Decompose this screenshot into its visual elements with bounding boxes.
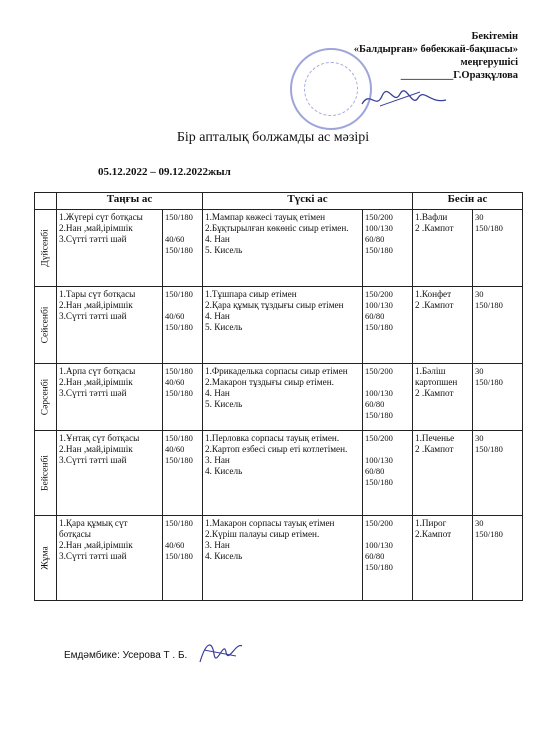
portion-item	[165, 223, 200, 234]
day-cell	[35, 287, 57, 364]
portion-item: 150/200	[365, 518, 393, 528]
dish-item: 1.Тұшпара сиыр етімен	[205, 289, 297, 299]
day-cell	[35, 210, 57, 287]
breakfast-portions	[163, 210, 203, 287]
portion-item: 150/200	[365, 289, 393, 299]
portion-item: 150/180	[165, 322, 193, 332]
breakfast-dishes	[57, 210, 163, 287]
portion-item: 150/180	[475, 300, 503, 310]
header-day	[35, 193, 57, 210]
table-row	[35, 431, 523, 516]
portion-item: 150/180	[165, 388, 193, 398]
portion-item: 40/60	[165, 540, 185, 550]
day-cell	[35, 516, 57, 601]
dish-item: 2.Нан ,май,ірімшік	[59, 300, 133, 310]
page-title: Бір апталық болжамды ас мәзірі	[176, 130, 370, 145]
portion-item	[165, 529, 200, 540]
portion-item: 30	[475, 289, 484, 299]
dish-item: 3. Нан	[205, 455, 230, 465]
dish-item: 1.Печенье	[415, 433, 455, 443]
approval-line-1: Бекітемін	[471, 31, 518, 42]
snack-portions	[473, 210, 523, 287]
dish-item: 2.Нан ,май,ірімшік	[59, 540, 133, 550]
breakfast-dishes	[57, 287, 163, 364]
portion-item: 100/130	[365, 455, 393, 465]
lunch-portions	[363, 364, 413, 431]
approval-line-3: меңгерушісі	[460, 57, 518, 68]
dish-item: 1.Мампар көжесі тауық етімен	[205, 212, 326, 222]
snack-portions	[473, 431, 523, 516]
dish-item: 2.Нан ,май,ірімшік	[59, 444, 133, 454]
snack-dishes	[413, 210, 473, 287]
portion-item: 30	[475, 518, 484, 528]
table-row	[35, 364, 523, 431]
dish-item: 5. Кисель	[205, 322, 243, 332]
dish-item: 2.Күріш палауы сиыр етімен.	[205, 529, 320, 539]
snack-dishes	[413, 431, 473, 516]
portion-item: 40/60	[165, 377, 185, 387]
dish-item: 1.Қара құмық сүт ботқасы	[59, 518, 128, 539]
weekly-menu-table	[34, 192, 523, 601]
approval-line-4: __________Г.Оразқұлова	[400, 70, 518, 81]
portion-item: 150/180	[165, 551, 193, 561]
director-signature-icon	[360, 86, 450, 112]
portion-item: 150/200	[365, 212, 393, 222]
snack-dishes	[413, 364, 473, 431]
dish-item: 5. Кисель	[205, 399, 243, 409]
dish-item: 1.Конфет	[415, 289, 452, 299]
dish-item: 2.Макарон тұздығы сиыр етімен.	[205, 377, 334, 387]
portion-item: 60/80	[365, 551, 385, 561]
day-name: Дүйсенбі	[40, 229, 50, 267]
lunch-portions	[363, 210, 413, 287]
dietitian-label: Емдәмбике: Усерова Т . Б.	[64, 650, 188, 661]
day-cell	[35, 364, 57, 431]
dish-item: 1.Тары сүт ботқасы	[59, 289, 136, 299]
portion-item: 60/80	[365, 311, 385, 321]
dish-item: 2.Кампот	[415, 529, 452, 539]
day-cell	[35, 431, 57, 516]
dish-item: 1.Макарон сорпасы тауық етімен	[205, 518, 335, 528]
portion-item: 60/80	[365, 466, 385, 476]
portion-item: 100/130	[365, 300, 393, 310]
breakfast-dishes	[57, 364, 163, 431]
snack-dishes	[413, 287, 473, 364]
portion-item: 150/180	[365, 245, 393, 255]
portion-item: 150/180	[365, 322, 393, 332]
date-range: 05.12.2022 – 09.12.2022жыл	[98, 166, 231, 178]
dish-item: 1.Вафли	[415, 212, 448, 222]
portion-item: 150/200	[365, 433, 393, 443]
portion-item: 60/80	[365, 399, 385, 409]
dish-item: 3.Сүтті тәтті шәй	[59, 234, 127, 244]
dish-item: 1.Ұнтақ сүт ботқасы	[59, 433, 140, 443]
header-breakfast: Таңғы ас	[57, 193, 203, 210]
approval-line-2: «Балдырған» бөбекжай-бақшасы»	[353, 44, 518, 55]
dish-item: 1.Жүгері сүт ботқасы	[59, 212, 143, 222]
dish-item: 1.Перловка сорпасы тауық етімен.	[205, 433, 340, 443]
portion-item: 150/180	[165, 212, 193, 222]
portion-item	[365, 377, 410, 388]
day-name: Сейсенбі	[40, 306, 50, 344]
portion-item: 150/180	[475, 529, 503, 539]
portion-item: 100/130	[365, 223, 393, 233]
portion-item: 100/130	[365, 388, 393, 398]
breakfast-dishes	[57, 516, 163, 601]
dish-item: 2.Бұқтырылған көкөніс сиыр етімен.	[205, 223, 349, 233]
dish-item: 3.Сүтті тәтті шәй	[59, 388, 127, 398]
portion-item	[165, 300, 200, 311]
lunch-portions	[363, 516, 413, 601]
lunch-dishes	[203, 210, 363, 287]
portion-item: 30	[475, 366, 484, 376]
breakfast-portions	[163, 287, 203, 364]
portion-item: 150/180	[365, 410, 393, 420]
day-name: Жұма	[40, 546, 50, 570]
dish-item: 2 .Кампот	[415, 444, 454, 454]
dish-item: 4. Нан	[205, 234, 230, 244]
dish-item: 3.Сүтті тәтті шәй	[59, 551, 127, 561]
dish-item: 4. Кисель	[205, 551, 243, 561]
dish-item: 4. Нан	[205, 388, 230, 398]
dish-item: 2.Нан ,май,ірімшік	[59, 377, 133, 387]
portion-item: 100/130	[365, 540, 393, 550]
header-snack: Бесін ас	[413, 193, 523, 210]
portion-item: 150/180	[165, 455, 193, 465]
portion-item: 150/180	[475, 377, 503, 387]
portion-item: 150/180	[165, 245, 193, 255]
dish-item: 2.Қара құмық тұздығы сиыр етімен	[205, 300, 344, 310]
portion-item: 150/180	[165, 366, 193, 376]
dish-item: 2 .Кампот	[415, 388, 454, 398]
dish-item: 1.Бәліш картопшен	[415, 366, 458, 387]
dish-item: 3. Нан	[205, 540, 230, 550]
dish-item: 2 .Кампот	[415, 300, 454, 310]
portion-item	[365, 529, 410, 540]
breakfast-dishes	[57, 431, 163, 516]
breakfast-portions	[163, 431, 203, 516]
dish-item: 2.Нан ,май,ірімшік	[59, 223, 133, 233]
portion-item: 150/180	[475, 223, 503, 233]
portion-item: 150/180	[165, 433, 193, 443]
lunch-dishes	[203, 516, 363, 601]
table-row	[35, 210, 523, 287]
day-name: Бейсенбі	[40, 455, 50, 491]
portion-item: 40/60	[165, 234, 185, 244]
dish-item: 1.Арпа сүт ботқасы	[59, 366, 136, 376]
table-header-row	[35, 193, 523, 210]
portion-item: 150/200	[365, 366, 393, 376]
dish-item: 4. Нан	[205, 311, 230, 321]
header-lunch: Түскі ас	[203, 193, 413, 210]
lunch-dishes	[203, 287, 363, 364]
dish-item: 1.Пирог	[415, 518, 447, 528]
portion-item: 40/60	[165, 311, 185, 321]
dietitian-signature-icon	[196, 636, 246, 666]
portion-item: 30	[475, 433, 484, 443]
table-row	[35, 516, 523, 601]
lunch-dishes	[203, 431, 363, 516]
dish-item: 1.Фрикаделька сорпасы сиыр етімен	[205, 366, 348, 376]
table-row	[35, 287, 523, 364]
dish-item: 4. Кисель	[205, 466, 243, 476]
snack-portions	[473, 364, 523, 431]
dish-item: 2 .Кампот	[415, 223, 454, 233]
lunch-dishes	[203, 364, 363, 431]
portion-item: 150/180	[365, 562, 393, 572]
portion-item: 150/180	[475, 444, 503, 454]
day-name: Сәрсенбі	[40, 378, 50, 416]
lunch-portions	[363, 431, 413, 516]
portion-item: 60/80	[365, 234, 385, 244]
breakfast-portions	[163, 364, 203, 431]
dish-item: 3.Сүтті тәтті шәй	[59, 455, 127, 465]
snack-dishes	[413, 516, 473, 601]
snack-portions	[473, 287, 523, 364]
lunch-portions	[363, 287, 413, 364]
dish-item: 5. Кисель	[205, 245, 243, 255]
portion-item: 150/180	[165, 518, 193, 528]
portion-item: 40/60	[165, 444, 185, 454]
dish-item: 2.Картоп езбесі сиыр еті котлетімен.	[205, 444, 348, 454]
portion-item: 150/180	[365, 477, 393, 487]
breakfast-portions	[163, 516, 203, 601]
portion-item: 30	[475, 212, 484, 222]
portion-item: 150/180	[165, 289, 193, 299]
snack-portions	[473, 516, 523, 601]
dish-item: 3.Сүтті тәтті шәй	[59, 311, 127, 321]
portion-item	[365, 444, 410, 455]
